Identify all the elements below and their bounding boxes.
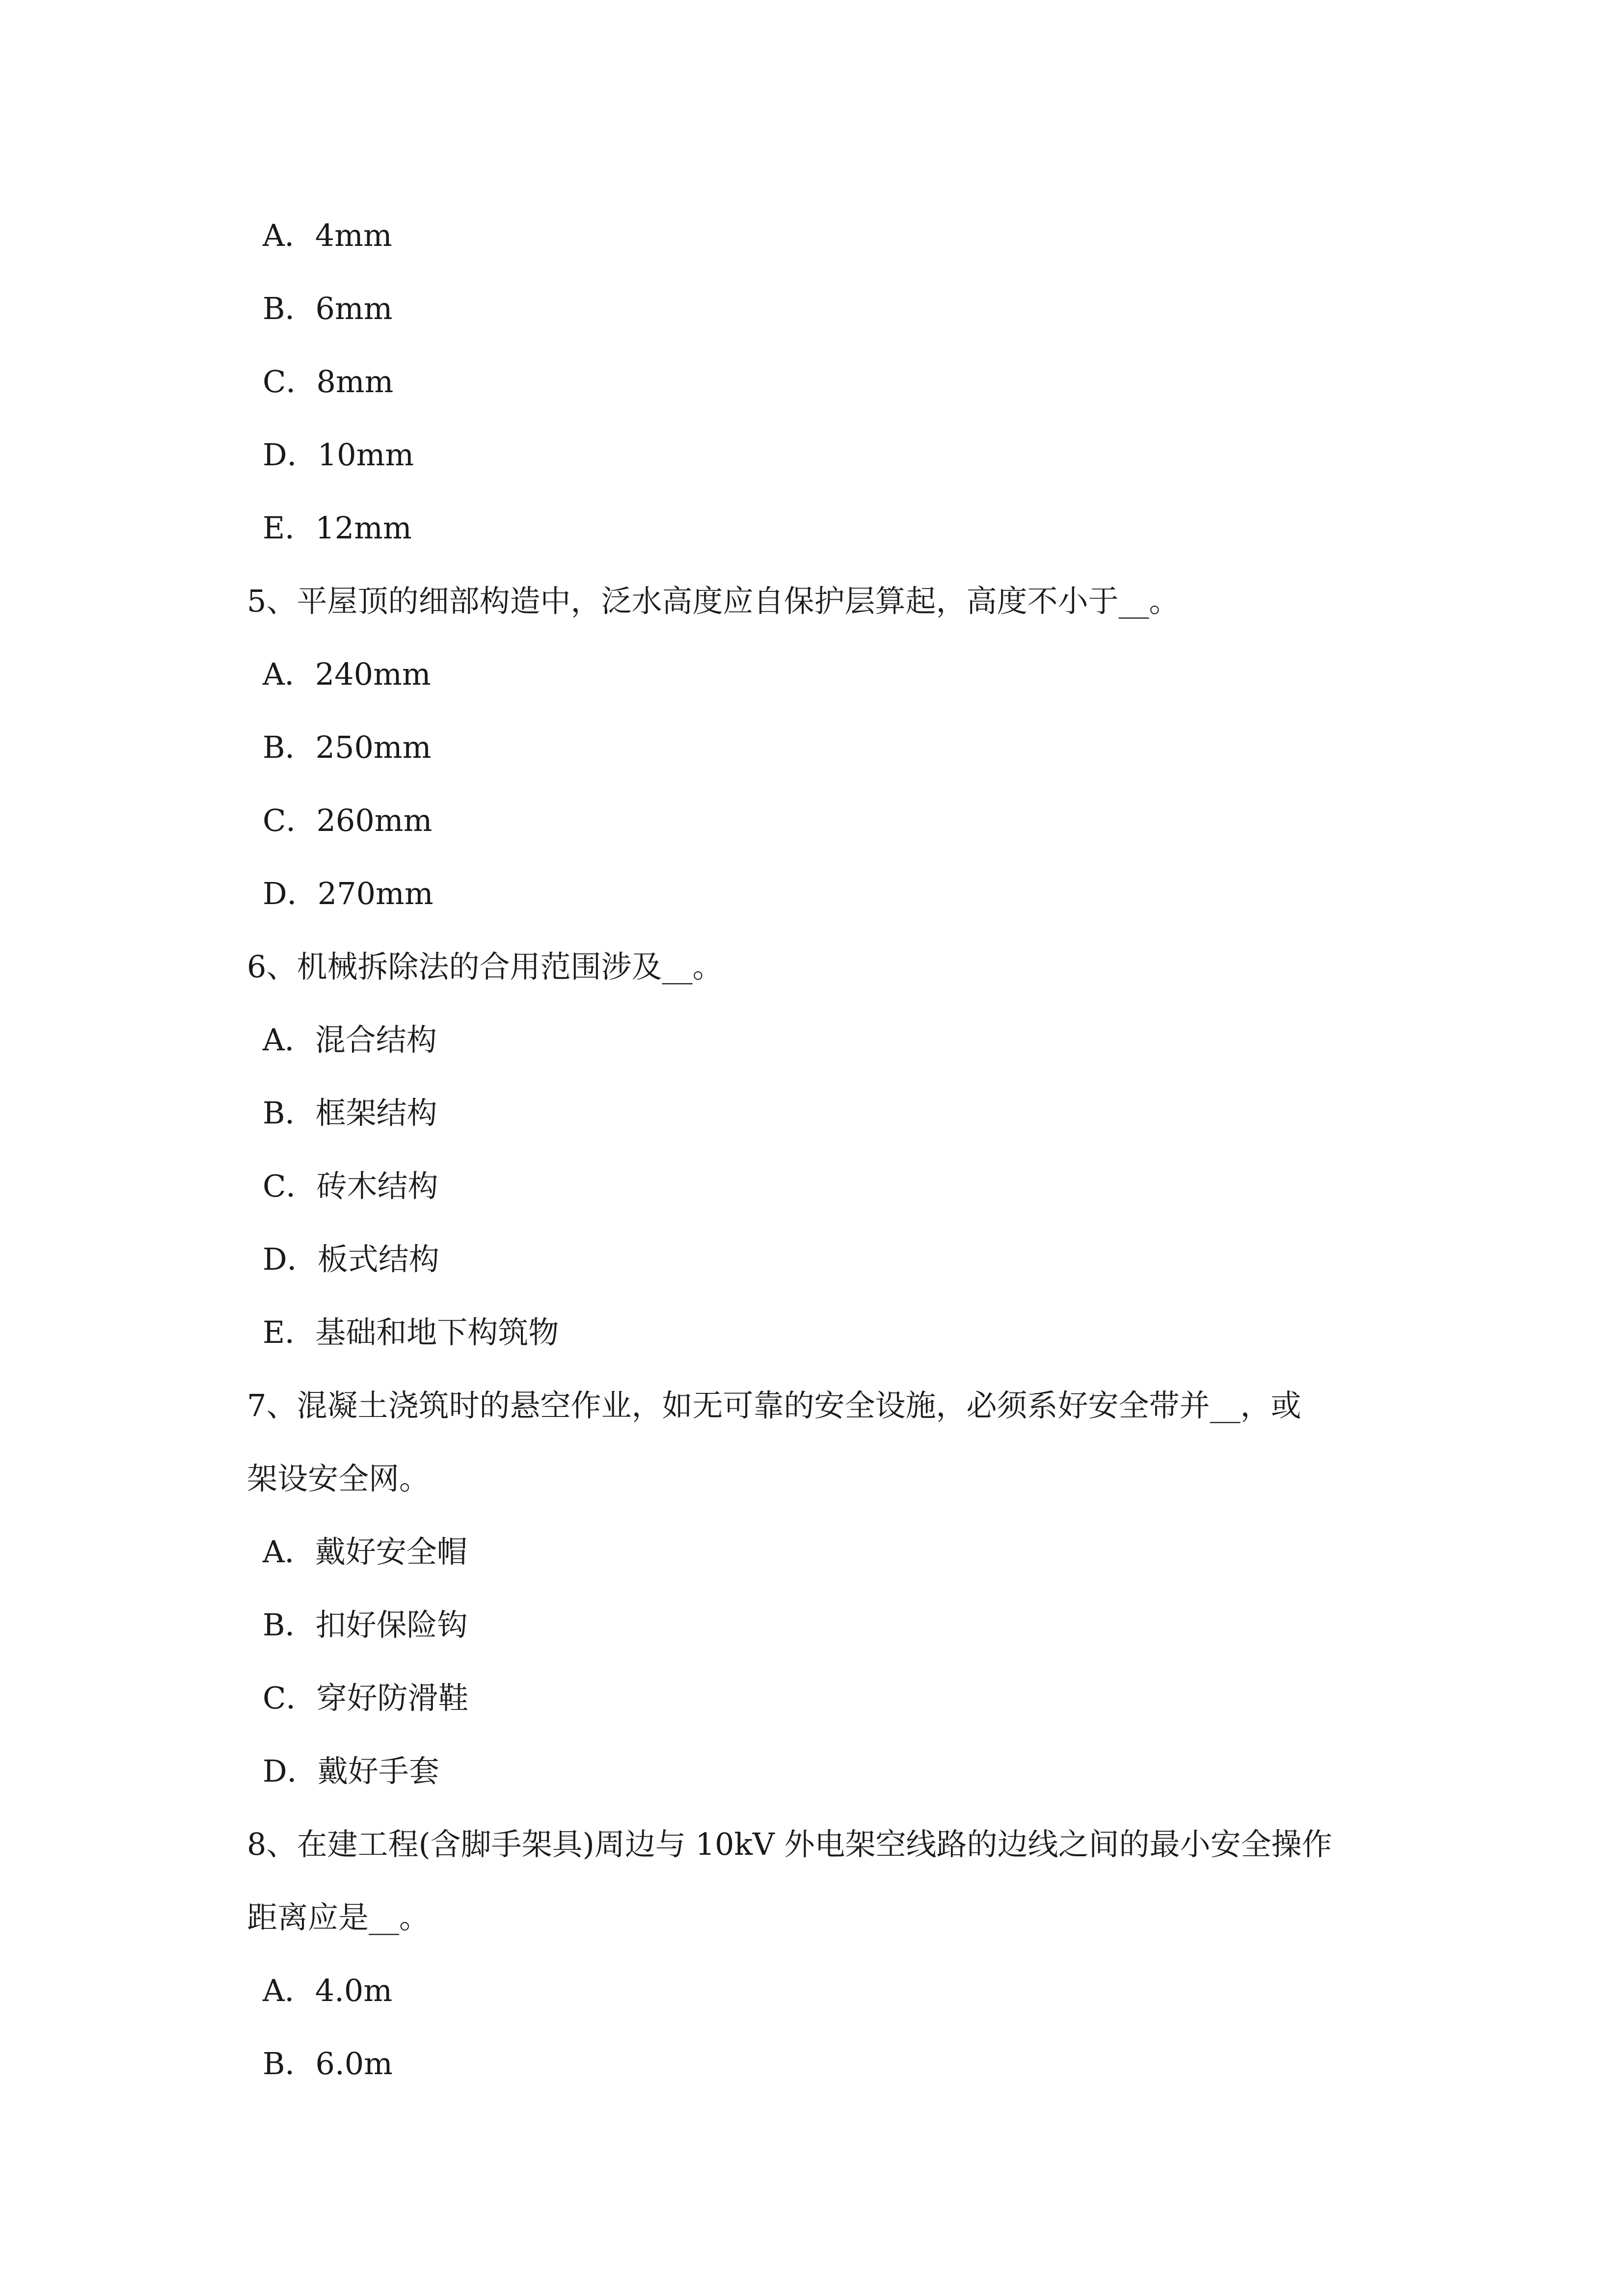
question-7-stem-line1: 7、混凝土浇筑时的悬空作业，如无可靠的安全设施，必须系好安全带并__，或 bbox=[247, 1388, 1301, 1423]
q7-option-a: A．戴好安全帽 bbox=[263, 1534, 467, 1570]
q6-option-d: D．板式结构 bbox=[263, 1241, 439, 1277]
q7-option-b: B．扣好保险钩 bbox=[263, 1607, 468, 1643]
q8-option-a: A．4.0m bbox=[263, 1973, 393, 2008]
q6-option-c: C．砖木结构 bbox=[263, 1168, 438, 1204]
option-a: A．4mm bbox=[263, 217, 392, 253]
q6-option-e: E．基础和地下构筑物 bbox=[263, 1314, 559, 1350]
option-d: D．10mm bbox=[263, 437, 414, 473]
q5-option-a: A．240mm bbox=[263, 656, 431, 692]
q5-option-c: C．260mm bbox=[263, 802, 433, 838]
q6-option-a: A．混合结构 bbox=[263, 1022, 437, 1058]
question-5-stem: 5、平屋顶的细部构造中，泛水高度应自保护层算起，高度不小于__。 bbox=[247, 583, 1180, 619]
question-8-stem-line2: 距离应是__。 bbox=[247, 1899, 430, 1935]
option-c: C．8mm bbox=[263, 364, 394, 400]
option-b: B．6mm bbox=[263, 291, 393, 326]
q5-option-d: D．270mm bbox=[263, 876, 433, 911]
q7-option-c: C．穿好防滑鞋 bbox=[263, 1680, 469, 1716]
question-7-stem-line2: 架设安全网。 bbox=[247, 1461, 430, 1496]
question-6-stem: 6、机械拆除法的合用范围涉及__。 bbox=[247, 949, 723, 985]
q8-option-b: B．6.0m bbox=[263, 2046, 393, 2082]
option-e: E．12mm bbox=[263, 510, 412, 546]
q7-option-d: D．戴好手套 bbox=[263, 1753, 439, 1789]
q6-option-b: B．框架结构 bbox=[263, 1095, 437, 1131]
q5-option-b: B．250mm bbox=[263, 729, 432, 765]
question-8-stem-line1: 8、在建工程(含脚手架具)周边与 10kV 外电架空线路的边线之间的最小安全操作 bbox=[247, 1826, 1332, 1862]
